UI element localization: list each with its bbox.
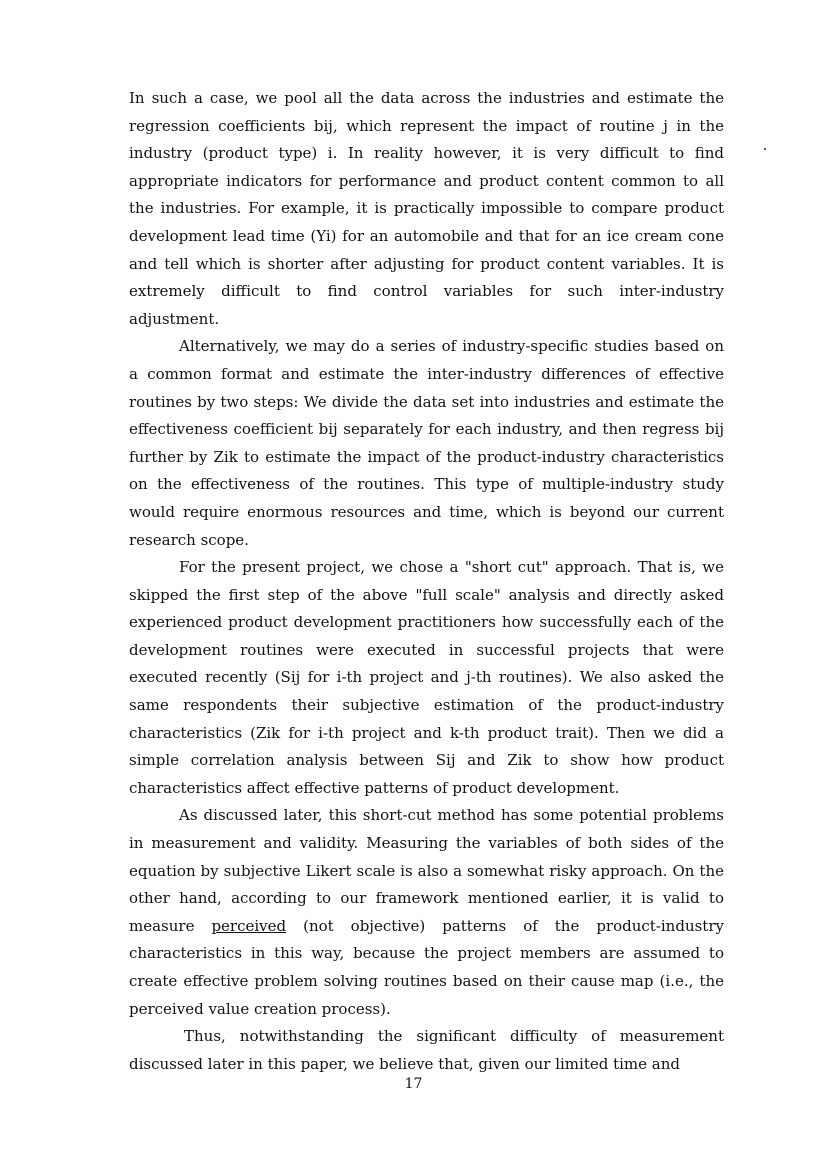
paragraph-1: In such a case, we pool all the data across the industries and estimate the regression coefficients bij, which represent the impact of routine j in the industry (product type) i. In reality however, it is very difficult to find appropriate indicators for performance and product content common to all the industries. For example, it is practically impossible to compare product development lead time (Yi) for an automobile and that for an ice cream cone and tell which is shorter after adjusting for product content variables. It is extremely difficult to find control variables for such inter-industry adjustment.	[129, 89, 724, 328]
underlined-word: perceived	[211, 916, 287, 935]
paragraph-4-text-a: As discussed later, this short-cut method has some potential problems in measurement and validity. Measuring the variables of both sides of the equation by subjective Likert scale is also a somewhat risky approach. On the other hand, according to our framework mentioned earlier, it is valid to measure	[129, 806, 724, 935]
paragraph-4	[129, 802, 724, 1023]
scan-speck	[764, 148, 766, 150]
paragraph-5: Thus, notwithstanding the significant difficulty of measurement discussed later in this paper, we believe that, given our limited time and	[129, 1027, 724, 1073]
document-body	[129, 85, 724, 1078]
paragraph-2: Alternatively, we may do a series of industry-specific studies based on a common format and estimate the inter-industry differences of effective routines by two steps: We divide the data set into industries and estimate the effectiveness coefficient bij separately for each industry, and then regress bij further by Zik to estimate the impact of the product-industry characteristics on the effectiveness of the routines. This type of multiple-industry study would require enormous resources and time, which is beyond our current research scope.	[129, 337, 724, 549]
paragraph-4-text-b: (not objective) patterns of the product-industry characteristics in this way, because the project members are assumed to create effective problem solving routines based on their cause map (i.e., the perceived value creation process).	[129, 916, 724, 1018]
paragraph-3: For the present project, we chose a "short cut" approach. That is, we skipped the first step of the above "full scale" analysis and directly asked experienced product development practitioners how successfully each of the development routines were executed in successful projects that were executed recently (Sij for i-th project and j-th routines). We also asked the same respondents their subjective estimation of the product-industry characteristics (Zik for i-th project and k-th product trait). Then we did a simple correlation analysis between Sij and Zik to show how product characteristics affect effective patterns of product development.	[129, 558, 724, 797]
page-number: 17	[404, 1076, 423, 1092]
